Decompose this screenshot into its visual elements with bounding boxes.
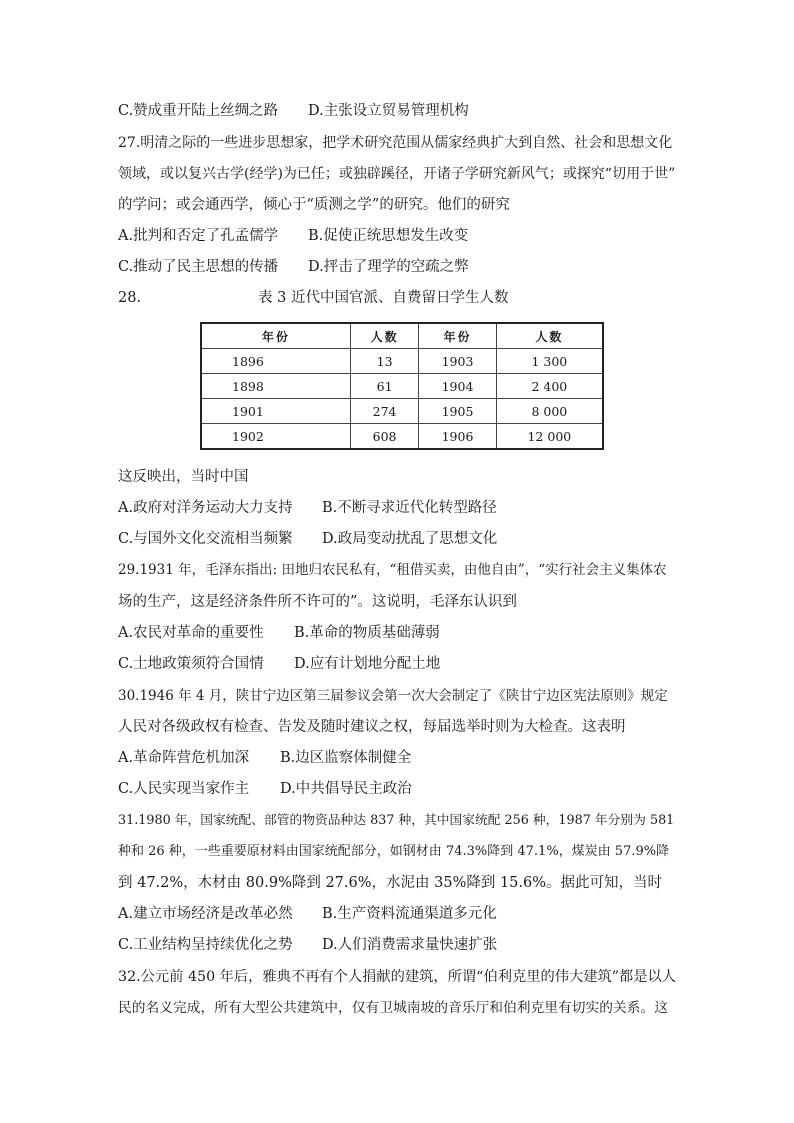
q27-stem-line-1: 27.明清之际的一些进步思想家，把学术研究范围从儒家经典扩大到自然、社会和思想文化 (118, 135, 673, 151)
q32-stem-line-1: 32.公元前 450 年后，雅典不再有个人捐献的建筑，所谓“伯利克里的伟大建筑”都是以人 (118, 969, 676, 985)
table-cell: 1901 (201, 399, 350, 424)
q32-stem-line-2: 民的名义完成，所有大型公共建筑中，仅有卫城南坡的音乐厅和伯利克里有切实的关系。这 (118, 1000, 669, 1016)
q28-option-c: C.与国外文化交流相当频繁 (118, 531, 293, 547)
q31-option-a: A.建立市场经济是改革必然 (118, 906, 293, 922)
q27-option-c: C.推动了民主思想的传播 (118, 259, 279, 275)
q28-data-table (200, 322, 604, 450)
q27-stem-line-3: 的学问；或会通西学，倾心于“质测之学”的研究。他们的研究 (118, 197, 510, 213)
q30-stem-line-1: 30.1946 年 4 月，陕甘宁边区第三届参议会第一次大会制定了《陕甘宁边区宪法原则》规定 (118, 688, 668, 704)
table-cell: 274 (350, 399, 418, 424)
q27-option-b: B.促使正统思想发生改变 (308, 228, 469, 244)
table-cell: 1904 (419, 374, 496, 399)
q28-table-caption: 表 3 近代中国官派、自费留日学生人数 (258, 290, 509, 306)
table-cell: 608 (350, 424, 418, 450)
q28-option-a: A.政府对洋务运动大力支持 (118, 500, 293, 516)
q29-stem-line-1: 29.1931 年，毛泽东指出: 田地归农民私有，“租借买卖，由他自由”，“实行社会主义集体农 (118, 562, 667, 578)
q31-stem-line-2: 种和 26 种，一些重要原材料由国家统配部分，如钢材由 74.3%降到 47.1%，煤炭由 57.9%降 (118, 844, 670, 859)
table-cell: 1 300 (496, 349, 603, 374)
table-cell: 61 (350, 374, 418, 399)
q27-option-a: A.批判和否定了孔孟儒学 (118, 228, 279, 244)
q29-option-c: C.土地政策须符合国情 (118, 656, 264, 672)
table-cell: 8 000 (496, 399, 603, 424)
table-cell: 13 (350, 349, 418, 374)
table-row (201, 424, 603, 450)
table-row (201, 399, 603, 424)
table-cell: 1906 (419, 424, 496, 450)
table-cell: 2 400 (496, 374, 603, 399)
table-row (201, 374, 603, 399)
q30-stem-line-2: 人民对各级政权有检查、告发及随时建议之权，每届选举时则为大检查。这表明 (118, 719, 626, 735)
q31-option-c: C.工业结构呈持续优化之势 (118, 937, 293, 953)
q31-stem-line-3: 到 47.2%，木材由 80.9%降到 27.6%，水泥由 35%降到 15.6%。据此可知，当时 (118, 875, 663, 891)
q29-option-b: B.革命的物质基础薄弱 (294, 625, 440, 641)
table-cell: 1903 (419, 349, 496, 374)
q30-option-b: B.边区监察体制健全 (280, 750, 412, 766)
table-row (201, 349, 603, 374)
q27-stem-line-2: 领域，或以复兴古学(经学)为已任；或独辟蹊径，开诸子学研究新风气；或探究“切用于世” (118, 166, 676, 182)
header-count-1: 人数 (350, 323, 418, 349)
q30-option-d: D.中共倡导民主政治 (280, 781, 412, 797)
q30-option-a: A.革命阵营危机加深 (118, 750, 250, 766)
table-header-row (201, 323, 603, 349)
q31-stem-line-1: 31.1980 年，国家统配、部管的物资品种达 837 种，其中国家统配 256 种，1987 年分别为 581 (118, 813, 675, 828)
header-year-1: 年份 (201, 323, 350, 349)
header-count-2: 人数 (496, 323, 603, 349)
q29-option-d: D.应有计划地分配土地 (294, 656, 441, 672)
table-cell: 1902 (201, 424, 350, 450)
q31-option-d: D.人们消费需求量快速扩张 (322, 937, 498, 953)
q28-option-d: D.政局变动扰乱了思想文化 (322, 531, 498, 547)
q30-option-c: C.人民实现当家作主 (118, 781, 250, 797)
q31-option-b: B.生产资料流通渠道多元化 (322, 906, 497, 922)
header-year-2: 年份 (419, 323, 496, 349)
q29-stem-line-2: 场的生产，这是经济条件所不许可的”。这说明，毛泽东认识到 (118, 594, 517, 610)
table-cell: 12 000 (496, 424, 603, 450)
q29-option-a: A.农民对革命的重要性 (118, 625, 264, 641)
q27-option-d: D.抨击了理学的空疏之弊 (308, 259, 469, 275)
q28-number: 28. (118, 290, 142, 306)
q28-option-b: B.不断寻求近代化转型路径 (322, 500, 497, 516)
table-cell: 1905 (419, 399, 496, 424)
q26-option-d: D.主张设立贸易管理机构 (308, 103, 469, 119)
table-cell: 1896 (201, 349, 350, 374)
q26-option-c: C.赞成重开陆上丝绸之路 (118, 103, 279, 119)
table-cell: 1898 (201, 374, 350, 399)
q28-stem: 这反映出，当时中国 (118, 469, 249, 485)
